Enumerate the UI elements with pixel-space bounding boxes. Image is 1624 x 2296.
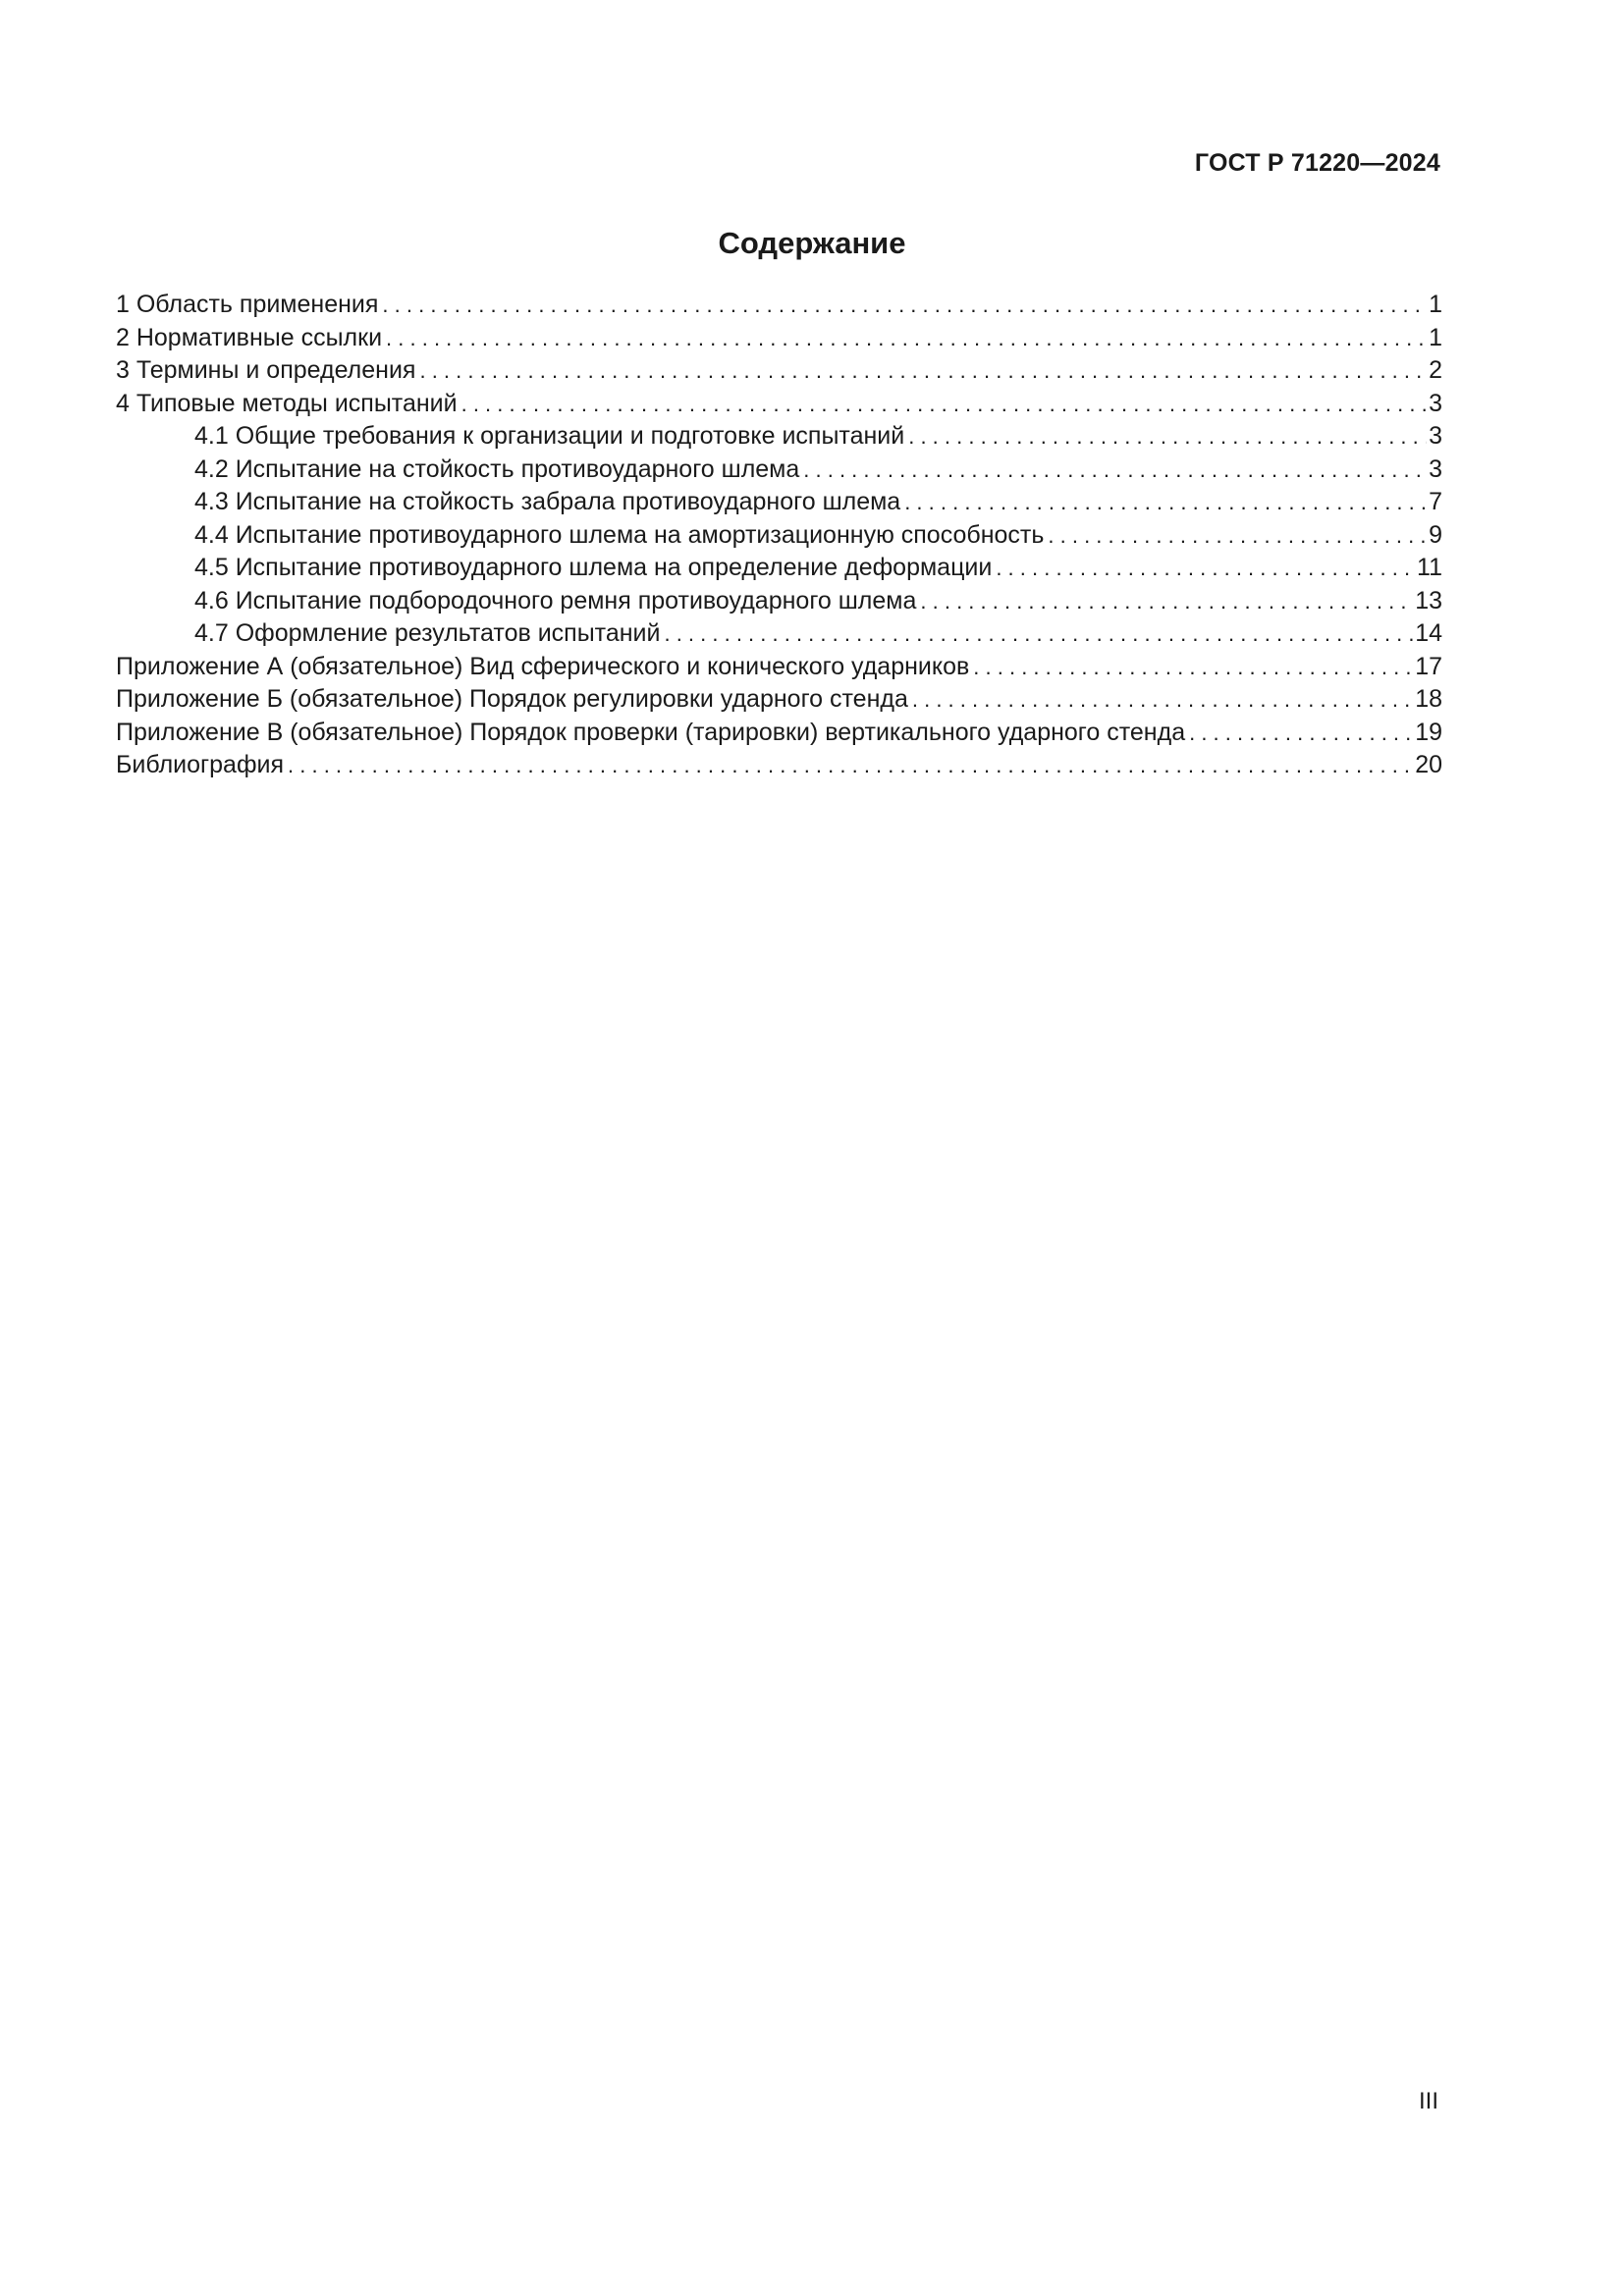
toc-leader-dots: [973, 651, 1413, 684]
toc-entry[interactable]: [116, 289, 1442, 322]
toc-entry-page: 7: [1429, 488, 1442, 515]
toc-leader-dots: [904, 486, 1427, 519]
toc-entry-page: 17: [1415, 652, 1442, 680]
toc-entry-page: 1: [1429, 291, 1442, 318]
toc-title: Содержание: [718, 226, 906, 260]
toc-entry-label: Библиография: [116, 751, 285, 778]
toc-subentry[interactable]: [116, 420, 1442, 454]
toc-leader-dots: [382, 289, 1427, 322]
toc-entry[interactable]: [116, 717, 1442, 750]
toc-leader-dots: [288, 749, 1413, 782]
toc-entry-label: 4.2 Испытание на стойкость противоударного шлема: [194, 454, 800, 483]
toc-leader-dots: [386, 322, 1427, 355]
toc-subentry[interactable]: [116, 519, 1442, 553]
toc-leader-dots: [912, 683, 1413, 717]
toc-subentry[interactable]: [116, 454, 1442, 487]
toc-entry-label: 2 Нормативные ссылки: [116, 323, 383, 351]
toc-entry-label: 4.4 Испытание противоударного шлема на амортизационную способность: [194, 520, 1045, 549]
toc-entry-label: 4.6 Испытание подбородочного ремня противоударного шлема: [194, 586, 917, 614]
toc-entry-label: Приложение Б (обязательное) Порядок регулировки ударного стенда: [116, 685, 908, 713]
toc-entry-page: 20: [1415, 751, 1442, 778]
toc-entry-page: 3: [1429, 422, 1442, 450]
toc-entry[interactable]: [116, 322, 1442, 355]
toc-entry-label: 4.1 Общие требования к организации и подготовке испытаний: [194, 422, 905, 450]
toc-entry-page: 1: [1429, 323, 1442, 351]
toc-entry-label: 4 Типовые методы испытаний: [116, 389, 458, 417]
toc-leader-dots: [461, 388, 1427, 421]
toc-entry[interactable]: [116, 354, 1442, 388]
toc-entry-page: 18: [1415, 685, 1442, 713]
toc-subentry[interactable]: [116, 486, 1442, 519]
toc-entry-page: 3: [1429, 454, 1442, 483]
toc-entry-label: 1 Область применения: [116, 291, 379, 318]
table-of-contents: [116, 289, 1442, 782]
toc-entry-page: 13: [1415, 586, 1442, 614]
toc-subentry[interactable]: [116, 585, 1442, 618]
toc-entry-label: 3 Термины и определения: [116, 356, 416, 384]
toc-entry-page: 14: [1415, 619, 1442, 647]
toc-leader-dots: [419, 354, 1427, 388]
toc-subentry[interactable]: [116, 552, 1442, 585]
toc-subentry[interactable]: [116, 617, 1442, 651]
toc-leader-dots: [803, 454, 1427, 487]
page-number: III: [1418, 2088, 1438, 2114]
toc-entry-page: 19: [1415, 718, 1442, 746]
toc-entry[interactable]: [116, 651, 1442, 684]
toc-leader-dots: [920, 585, 1413, 618]
toc-entry-page: 3: [1429, 389, 1442, 417]
toc-entry-page: 11: [1417, 554, 1442, 581]
toc-entry-label: Приложение В (обязательное) Порядок проверки (тарировки) вертикального ударного стенда: [116, 718, 1186, 746]
toc-leader-dots: [1048, 519, 1427, 553]
document-code: ГОСТ Р 71220—2024: [1194, 149, 1440, 177]
toc-entry-page: 9: [1429, 520, 1442, 549]
toc-leader-dots: [1189, 717, 1413, 750]
toc-entry-label: 4.3 Испытание на стойкость забрала противоударного шлема: [194, 488, 901, 515]
toc-leader-dots: [996, 552, 1415, 585]
toc-leader-dots: [908, 420, 1427, 454]
toc-leader-dots: [664, 617, 1413, 651]
toc-entry-label: Приложение А (обязательное) Вид сферического и конического ударников: [116, 652, 970, 680]
toc-entry-page: 2: [1429, 356, 1442, 384]
toc-entry[interactable]: [116, 683, 1442, 717]
toc-entry-label: 4.5 Испытание противоударного шлема на определение деформации: [194, 554, 993, 581]
toc-entry[interactable]: [116, 388, 1442, 421]
toc-entry[interactable]: [116, 749, 1442, 782]
toc-entry-label: 4.7 Оформление результатов испытаний: [194, 619, 661, 647]
